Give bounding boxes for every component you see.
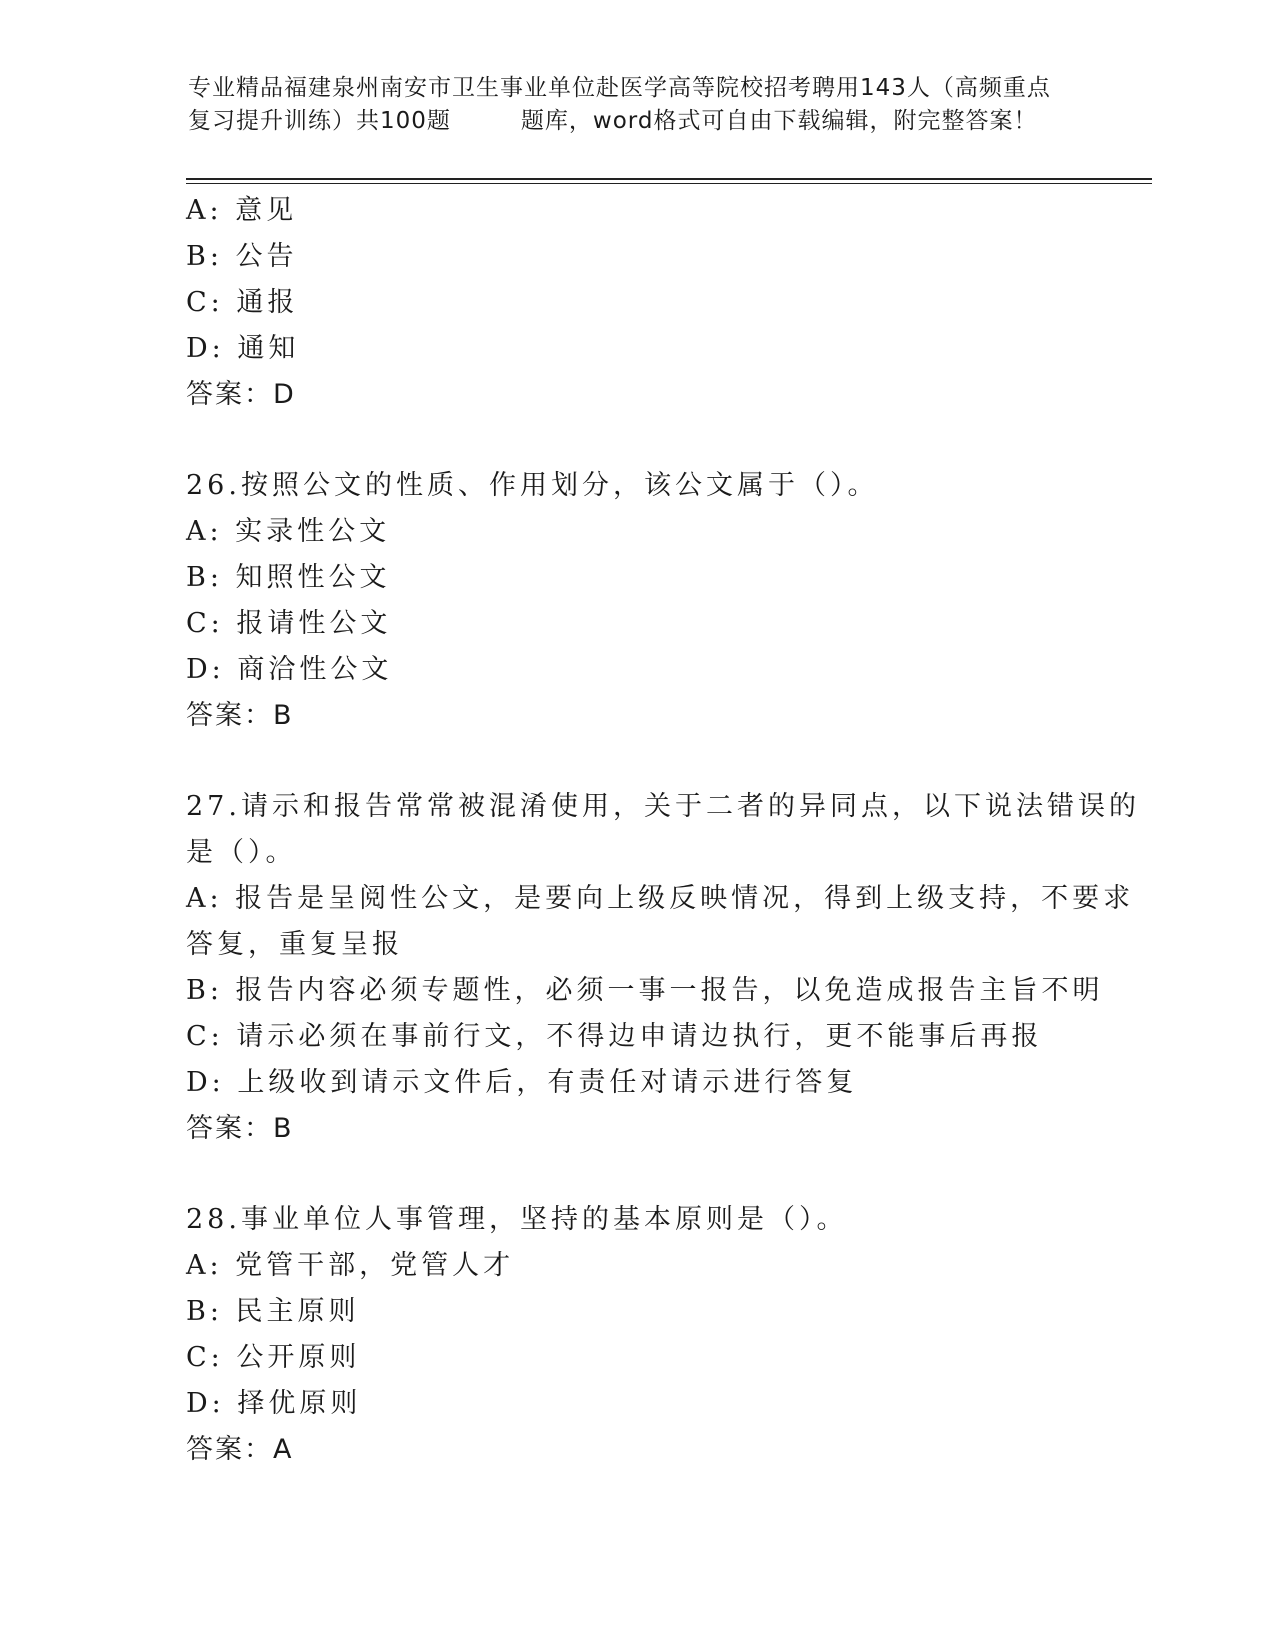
document-body <box>186 188 1140 1473</box>
answer: 答案：B <box>186 700 294 731</box>
answer: 答案：B <box>186 1113 294 1144</box>
question-26 <box>186 463 1086 739</box>
option-b: B: 报告内容必须专题性，必须一事一报告，以免造成报告主旨不明 <box>186 975 1104 1006</box>
option-d: D: 择优原则 <box>186 1388 362 1419</box>
question-stem: 28.事业单位人事管理，坚持的基本原则是（）。 <box>186 1204 848 1235</box>
option-b: B: 民主原则 <box>186 1296 360 1327</box>
header-line-2 <box>188 105 1088 138</box>
spacer <box>186 418 1086 463</box>
option-a: A: 实录性公文 <box>186 516 391 547</box>
question-stem-line-2: 是（）。 <box>186 837 297 868</box>
question-stem: 26.按照公文的性质、作用划分，该公文属于（）。 <box>186 470 879 501</box>
header-line-2-part-a: 复习提升训练）共100题 <box>188 108 451 134</box>
option-a: A: 党管干部，党管人才 <box>186 1250 515 1281</box>
option-c: C: 请示必须在事前行文，不得边申请边执行，更不能事后再报 <box>186 1021 1043 1052</box>
question-stem-line-1: 27.请示和报告常常被混淆使用，关于二者的异同点，以下说法错误的 <box>186 791 1140 822</box>
option-c: C: 报请性公文 <box>186 608 392 639</box>
question-27 <box>186 784 1140 1152</box>
spacer <box>186 739 1086 784</box>
option-c: C: 公开原则 <box>186 1342 361 1373</box>
option-d: D: 商洽性公文 <box>186 654 393 685</box>
answer: 答案：D <box>186 379 296 410</box>
option-a: A: 意见 <box>186 195 298 226</box>
question-28 <box>186 1197 1086 1473</box>
header-rule-thin <box>186 183 1152 184</box>
option-a-line-2: 答复，重复呈报 <box>186 929 403 960</box>
spacer <box>186 1152 1086 1197</box>
header-line-1: 专业精品福建泉州南安市卫生事业单位赴医学高等院校招考聘用143人（高频重点 <box>188 75 1051 101</box>
option-d: D: 通知 <box>186 333 300 364</box>
option-c: C: 通报 <box>186 287 299 318</box>
document-header <box>188 72 1088 138</box>
option-d: D: 上级收到请示文件后，有责任对请示进行答复 <box>186 1067 858 1098</box>
answer: 答案：A <box>186 1434 294 1465</box>
option-a-line-1: A: 报告是呈阅性公文，是要向上级反映情况，得到上级支持，不要求 <box>186 883 1135 914</box>
option-b: B: 公告 <box>186 241 298 272</box>
question-25-continued <box>186 188 1086 418</box>
header-line-2-part-b: 题库，word格式可自由下载编辑，附完整答案！ <box>520 108 1038 134</box>
header-rule-thick <box>186 178 1152 180</box>
option-b: B: 知照性公文 <box>186 562 391 593</box>
